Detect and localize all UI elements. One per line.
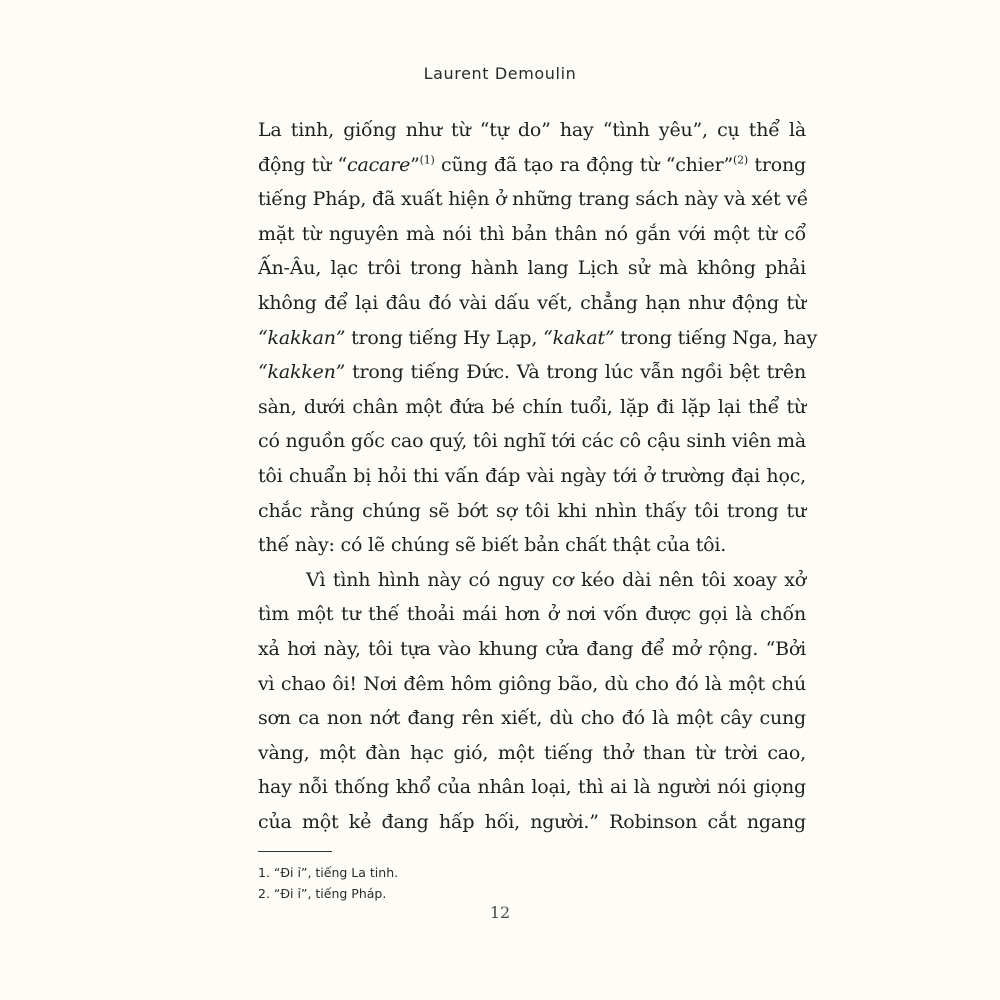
- footnote-divider: [258, 851, 332, 852]
- italic-term: “kakken”: [258, 361, 346, 384]
- text-line: có nguồn gốc cao quý, tôi nghĩ tới các cô cậu sinh viên mà: [258, 430, 806, 453]
- text-line: sơn ca non nớt đang rên xiết, dù cho đó là một cây cung: [258, 707, 806, 730]
- text-line: của một kẻ đang hấp hối, người.” Robinson cắt ngang: [258, 810, 806, 833]
- text-line: tiếng Pháp, đã xuất hiện ở những trang sách này và xét về: [258, 188, 809, 211]
- footnote-ref-2: (2): [733, 153, 748, 167]
- text-line: hay nỗi thống khổ của nhân loại, thì ai là người nói giọng: [258, 776, 806, 799]
- italic-term: “kakkan”: [258, 326, 346, 349]
- text-line: La tinh, giống như từ “tự do” hay “tình yêu”, cụ thể là: [258, 119, 806, 141]
- running-header-author: Laurent Demoulin: [423, 64, 577, 83]
- text-line: động từ “cacare”$^{(1)}$ cũng đã tạo ra động từ “chier”$^{(2)}$ trong: [258, 153, 806, 176]
- footnote-ref-1: (1): [419, 153, 435, 167]
- text-line: Ấn-Âu, lạc trôi trong hành lang Lịch sử mà không phải: [258, 257, 806, 280]
- text-line: Vì tình hình này có nguy cơ kéo dài nên tôi xoay xở: [306, 568, 806, 591]
- body-text: [258, 113, 818, 839]
- text-line: tôi chuẩn bị hỏi thi vấn đáp vài ngày tới ở trường đại học,: [258, 464, 806, 487]
- page-number: 12: [489, 903, 511, 922]
- text-line: vàng, một đàn hạc gió, một tiếng thở than từ trời cao,: [258, 741, 806, 764]
- text-line: mặt từ nguyên mà nói thì bản thân nó gắn với một từ cổ: [258, 222, 806, 245]
- italic-term: cacare: [347, 153, 411, 176]
- italic-term: “kakat”: [543, 326, 615, 349]
- text-line: sàn, dưới chân một đứa bé chín tuổi, lặp đi lặp lại thể từ: [258, 395, 806, 418]
- text-line: “kakkan” trong tiếng Hy Lạp, “kakat” trong tiếng Nga, hay: [258, 326, 818, 349]
- footnotes: [258, 862, 806, 904]
- text-line: chắc rằng chúng sẽ bớt sợ tôi khi nhìn thấy tôi trong tư: [258, 499, 806, 522]
- text-line: xả hơi này, tôi tựa vào khung cửa đang để mở rộng. “Bởi: [258, 637, 806, 660]
- text-line: vì chao ôi! Nơi đêm hôm giông bão, dù cho đó là một chú: [258, 672, 806, 695]
- text-line: không để lại đâu đó vài dấu vết, chẳng hạn như động từ: [258, 291, 806, 314]
- text-line: thế này: có lẽ chúng sẽ biết bản chất thật của tôi.: [258, 534, 727, 557]
- footnote-2: 2. “Đi ỉ”, tiếng Pháp.: [258, 886, 387, 901]
- footnote-1: 1. “Đi ỉ”, tiếng La tinh.: [258, 865, 399, 880]
- text-line: tìm một tư thế thoải mái hơn ở nơi vốn được gọi là chốn: [258, 603, 806, 626]
- text-line: “kakken” trong tiếng Đức. Và trong lúc vẫn ngồi bệt trên: [258, 361, 806, 384]
